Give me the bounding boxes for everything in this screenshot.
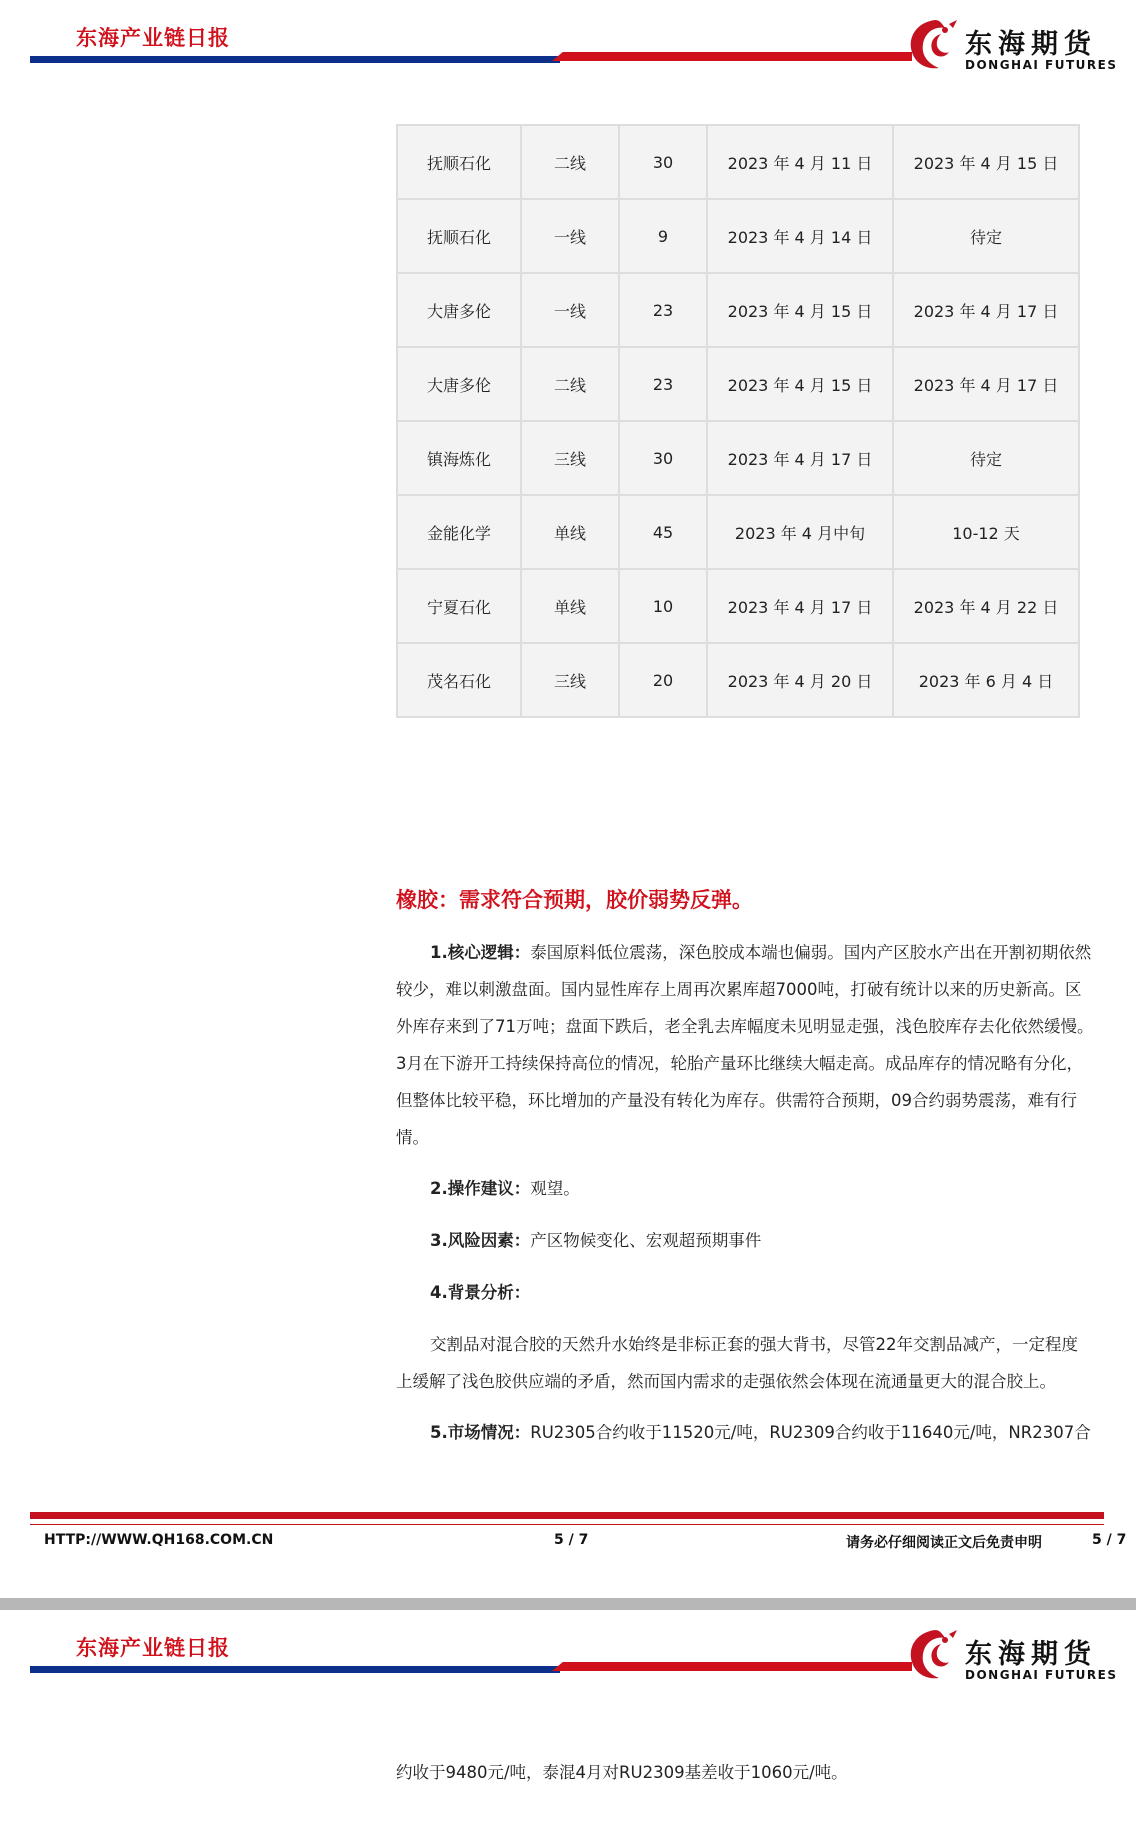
table-row [397,199,1079,273]
logo-english-text: DONGHAI FUTURES [965,58,1118,72]
capacity-cell: 9 [619,199,707,273]
market-text: RU2305合约收于11520元/吨，RU2309合约收于11640元/吨，NR2307合 [530,1423,1091,1442]
table-row [397,273,1079,347]
donghai-logo [905,16,1125,76]
logo-english-text: DONGHAI FUTURES [965,1668,1118,1682]
capacity-cell: 23 [619,273,707,347]
report-title: 东海产业链日报 [76,26,230,50]
start-date-cell: 2023 年 4 月 15 日 [707,273,893,347]
market-label: 5.市场情况： [430,1423,531,1442]
footer-url: HTTP://WWW.QH168.COM.CN [44,1532,274,1548]
capacity-cell: 45 [619,495,707,569]
advice-label: 2.操作建议： [430,1179,531,1198]
footer-page-number-right: 5 / 7 [1092,1532,1127,1548]
background-paragraph: 交割品对混合胶的天然升水始终是非标正套的强大背书，尽管22年交割品减产，一定程度上缓解了浅色胶供应端的矛盾，然而国内需求的走强依然会体现在流通量更大的混合胶上。 [396,1335,1078,1391]
capacity-cell: 30 [619,125,707,199]
capacity-cell: 20 [619,643,707,717]
shutdown-schedule-table [396,124,1080,718]
section-title: 橡胶：需求符合预期，胶价弱势反弹。 [396,888,753,912]
start-date-cell: 2023 年 4 月 17 日 [707,421,893,495]
line-cell: 单线 [521,495,619,569]
footer-page-number-center: 5 / 7 [554,1532,589,1548]
capacity-cell: 30 [619,421,707,495]
line-cell: 单线 [521,569,619,643]
header-blue-bar [30,1666,560,1673]
risk-text: 产区物候变化、宏观超预期事件 [530,1231,762,1250]
table-row [397,347,1079,421]
core-logic-paragraph [396,934,1094,1156]
end-date-cell: 待定 [893,421,1079,495]
document-page-6 [0,1610,1136,1841]
table-row [397,495,1079,569]
logo-chinese-text: 东海期货 [965,1639,1097,1670]
risk-label: 3.风险因素： [430,1231,531,1250]
market-paragraph-continued: 约收于9480元/吨，泰混4月对RU2309基差收于1060元/吨。 [396,1763,848,1782]
advice-text: 观望。 [530,1179,580,1198]
company-cell: 抚顺石化 [397,125,521,199]
background-label: 4.背景分析： [430,1283,531,1302]
company-cell: 大唐多伦 [397,347,521,421]
table-row [397,125,1079,199]
core-logic-label: 1.核心逻辑： [430,943,531,962]
company-cell: 茂名石化 [397,643,521,717]
end-date-cell: 2023 年 4 月 22 日 [893,569,1079,643]
capacity-cell: 10 [619,569,707,643]
line-cell: 一线 [521,199,619,273]
footer-thin-line [30,1524,1104,1525]
header-red-bar [552,52,912,61]
end-date-cell: 2023 年 6 月 4 日 [893,643,1079,717]
line-cell: 一线 [521,273,619,347]
page-separator [0,1598,1136,1610]
start-date-cell: 2023 年 4 月 11 日 [707,125,893,199]
end-date-cell: 10-12 天 [893,495,1079,569]
logo-chinese-text: 东海期货 [965,29,1097,60]
background-heading [396,1274,1094,1311]
risk-paragraph [396,1222,1094,1259]
end-date-cell: 待定 [893,199,1079,273]
table-row [397,569,1079,643]
start-date-cell: 2023 年 4 月中旬 [707,495,893,569]
header-blue-bar [30,56,560,63]
dragon-logo-icon [905,1626,961,1684]
company-cell: 金能化学 [397,495,521,569]
table-row [397,643,1079,717]
company-cell: 大唐多伦 [397,273,521,347]
report-title: 东海产业链日报 [76,1636,230,1660]
company-cell: 宁夏石化 [397,569,521,643]
dragon-logo-icon [905,16,961,74]
capacity-cell: 23 [619,347,707,421]
end-date-cell: 2023 年 4 月 17 日 [893,347,1079,421]
line-cell: 二线 [521,347,619,421]
end-date-cell: 2023 年 4 月 17 日 [893,273,1079,347]
start-date-cell: 2023 年 4 月 17 日 [707,569,893,643]
end-date-cell: 2023 年 4 月 15 日 [893,125,1079,199]
line-cell: 二线 [521,125,619,199]
line-cell: 三线 [521,643,619,717]
advice-paragraph [396,1170,1094,1207]
start-date-cell: 2023 年 4 月 20 日 [707,643,893,717]
start-date-cell: 2023 年 4 月 15 日 [707,347,893,421]
table-row [397,421,1079,495]
company-cell: 抚顺石化 [397,199,521,273]
market-paragraph [396,1414,1094,1451]
core-logic-text: 泰国原料低位震荡，深色胶成本端也偏弱。国内产区胶水产出在开割初期依然较少，难以刺激盘面。国内显性库存上周再次累库超7000吨，打破有统计以来的历史新高。区外库存来到了71万吨；盘面下跌后，老全乳去库幅度未见明显走强，浅色胶库存去化依然缓慢。3月在下游开工持续保持高位的情况，轮胎产量环比继续大幅走高。成品库存的情况略有分化，但整体比较平稳，环比增加的产量没有转化为库存。供需符合预期，09合约弱势震荡，难有行情。 [396,943,1094,1147]
line-cell: 三线 [521,421,619,495]
donghai-logo [905,1626,1125,1686]
footer-disclaimer: 请务必仔细阅读正文后免责申明 [846,1535,1042,1551]
header-red-bar [552,1662,912,1671]
company-cell: 镇海炼化 [397,421,521,495]
start-date-cell: 2023 年 4 月 14 日 [707,199,893,273]
footer-red-bar [30,1512,1104,1519]
